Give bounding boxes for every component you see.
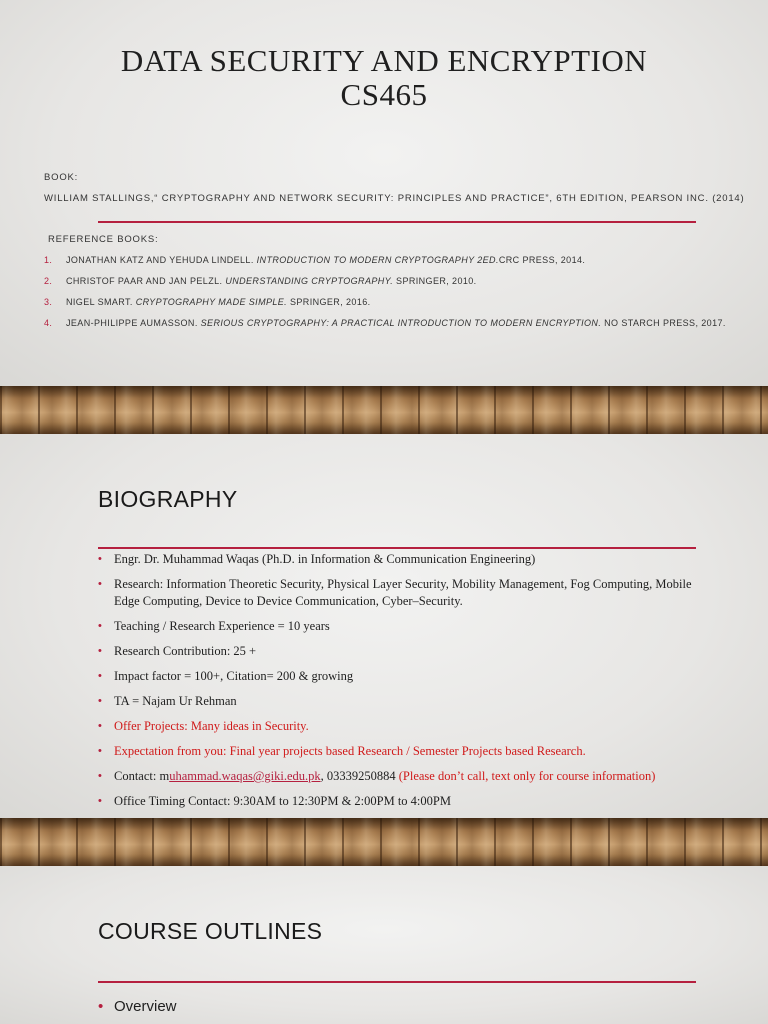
- reference-publisher: NO STARCH PRESS, 2017.: [601, 318, 726, 328]
- slide-1: [0, 0, 768, 386]
- reference-title: UNDERSTANDING CRYPTOGRAPHY.: [225, 276, 394, 286]
- contact-label: Contact: m: [114, 769, 170, 783]
- reference-author: JONATHAN KATZ AND YEHUDA LINDELL.: [66, 255, 257, 265]
- book-text: WILLIAM STALLINGS,“ CRYPTOGRAPHY AND NETWORK SECURITY: PRINCIPLES AND PRACTICE”, 6TH EDITION, PEARSON INC. (2014): [44, 193, 745, 204]
- reference-number: 3.: [44, 297, 53, 307]
- reference-title: SERIOUS CRYPTOGRAPHY: A PRACTICAL INTRODUCTION TO MODERN ENCRYPTION.: [200, 318, 602, 328]
- slide-title: [0, 44, 768, 112]
- book-label: BOOK:: [44, 172, 79, 183]
- reference-publisher: CRC PRESS, 2014.: [498, 255, 586, 265]
- biography-heading: BIOGRAPHY: [98, 486, 238, 512]
- list-item: • Engr. Dr. Muhammad Waqas (Ph.D. in Information & Communication Engineering): [98, 551, 718, 568]
- reference-number: 1.: [44, 255, 53, 265]
- reference-item: [44, 254, 726, 275]
- outline-list: [98, 998, 177, 1015]
- reference-label: REFERENCE BOOKS:: [48, 234, 159, 245]
- contact-item: [98, 768, 718, 785]
- reference-author: NIGEL SMART.: [66, 297, 136, 307]
- course-outlines-heading: COURSE OUTLINES: [98, 918, 323, 944]
- list-item: • Teaching / Research Experience = 10 years: [98, 618, 718, 635]
- list-item: • Impact factor = 100+, Citation= 200 & growing: [98, 668, 718, 685]
- title-line-2: CS465: [340, 77, 428, 112]
- reference-author: JEAN-PHILIPPE AUMASSON.: [66, 318, 201, 328]
- title-line-1: DATA SECURITY AND ENCRYPTION: [120, 43, 648, 78]
- list-item: • Offer Projects: Many ideas in Security.: [98, 718, 718, 735]
- reference-item: [44, 296, 726, 317]
- reference-list: [44, 254, 726, 338]
- list-item: • TA = Najam Ur Rehman: [98, 693, 718, 710]
- contact-note: (Please don’t call, text only for course information): [398, 769, 656, 783]
- reference-title: INTRODUCTION TO MODERN CRYPTOGRAPHY 2ED.: [256, 255, 499, 265]
- list-item: • Research Contribution: 25 +: [98, 643, 718, 660]
- wood-floor-divider: [0, 386, 768, 434]
- list-item: • Research: Information Theoretic Security, Physical Layer Security, Mobility Management, Fog Computing, Mobile Edge Computing, Device to Device Communication, Cyber–Security.: [98, 576, 718, 610]
- email-link[interactable]: uhammad.waqas@giki.edu.pk: [169, 769, 321, 783]
- list-item: • Office Timing Contact: 9:30AM to 12:30PM & 2:00PM to 4:00PM: [98, 793, 718, 810]
- wood-floor-divider: [0, 818, 768, 866]
- reference-title: CRYPTOGRAPHY MADE SIMPLE.: [135, 297, 288, 307]
- reference-number: 4.: [44, 318, 53, 328]
- contact-phone: , 03339250884: [320, 769, 399, 783]
- reference-publisher: SPRINGER, 2016.: [287, 297, 371, 307]
- reference-author: CHRISTOF PAAR AND JAN PELZL.: [66, 276, 226, 286]
- reference-item: [44, 275, 726, 296]
- reference-number: 2.: [44, 276, 53, 286]
- divider: [98, 547, 696, 549]
- list-item: • Expectation from you: Final year projects based Research / Semester Projects based Research.: [98, 743, 718, 760]
- divider: [98, 221, 696, 223]
- divider: [98, 981, 696, 983]
- reference-item: [44, 317, 726, 338]
- list-item: • Overview: [98, 998, 177, 1015]
- biography-list: [98, 551, 718, 818]
- reference-publisher: SPRINGER, 2010.: [393, 276, 477, 286]
